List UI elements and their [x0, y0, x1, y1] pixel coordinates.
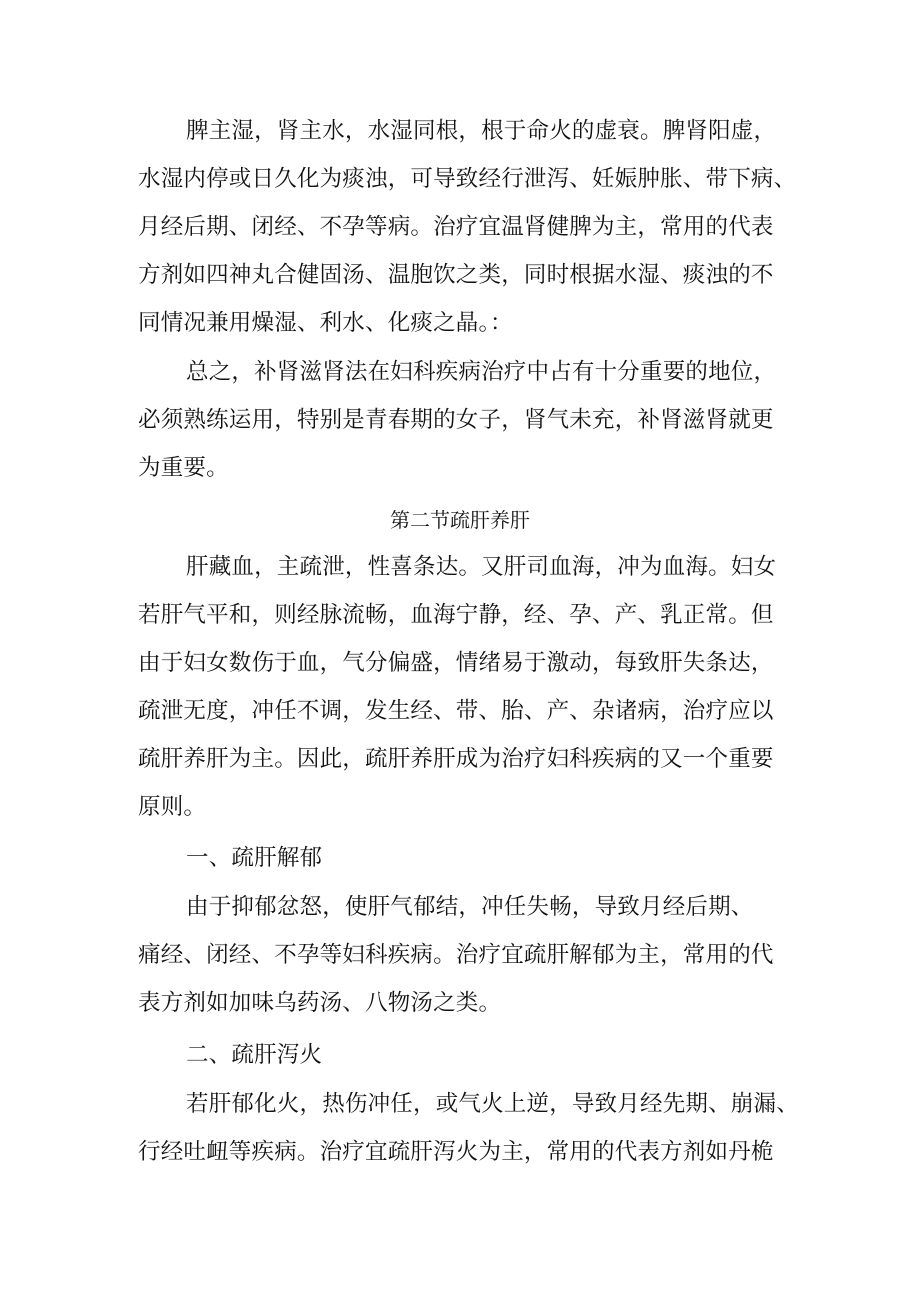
text-line: 同情况兼用燥湿、利水、化痰之晶。：: [138, 310, 513, 336]
text-line: 必须熟练运用，特别是青春期的女子，肾气未充，补肾滋肾就更: [138, 407, 774, 433]
text-line: 水湿内停或日久化为痰浊，可导致经行泄泻、妊娠肿胀、带下病、: [138, 166, 797, 192]
text-line: 原则。: [138, 794, 207, 820]
text-line: 行经吐衄等疾病。治疗宜疏肝泻火为主，常用的代表方剂如丹桅: [138, 1139, 774, 1165]
section-heading: 第二节疏肝养肝: [390, 508, 530, 532]
text-line: 由于妇女数伤于血，气分偏盛，情绪易于激动，每致肝失条达，: [138, 650, 774, 676]
text-line: 月经后期、闭经、不孕等病。治疗宜温肾健脾为主，常用的代表: [138, 214, 774, 240]
text-line: 脾主湿，肾主水，水湿同根，根于命火的虚衰。脾肾阳虚，: [186, 118, 777, 144]
text-line: 肝藏血，主疏泄，性喜条达。又肝司血海，冲为血海。妇女: [186, 554, 777, 580]
text-line: 痛经、闭经、不孕等妇科疾病。治疗宜疏肝解郁为主，常用的代: [138, 942, 774, 968]
text-line: 表方剂如加味乌药汤、八物汤之类。: [138, 990, 502, 1016]
text-line: 总之，补肾滋肾法在妇科疾病治疗中占有十分重要的地位，: [186, 359, 777, 385]
subheading: 二、疏肝泻火: [186, 1042, 323, 1068]
text-line: 疏肝养肝为主。因此，疏肝养肝成为治疗妇科疾病的又一个重要: [138, 746, 774, 772]
text-line: 方剂如四神丸合健固汤、温胞饮之类，同时根据水湿、痰浊的不: [138, 262, 774, 288]
subheading: 一、疏肝解郁: [186, 845, 323, 871]
text-line: 若肝郁化火，热伤冲任，或气火上逆，导致月经先期、崩漏、: [186, 1091, 799, 1117]
text-line: 若肝气平和，则经脉流畅，血海宁静，经、孕、产、乳正常。但: [138, 602, 774, 628]
text-line: 为重要。: [138, 455, 229, 481]
text-line: 疏泄无度，冲任不调，发生经、带、胎、产、杂诸病，治疗应以: [138, 698, 774, 724]
text-line: 由于抑郁忿怒，使肝气郁结，冲任失畅，导致月经后期、: [186, 894, 754, 920]
